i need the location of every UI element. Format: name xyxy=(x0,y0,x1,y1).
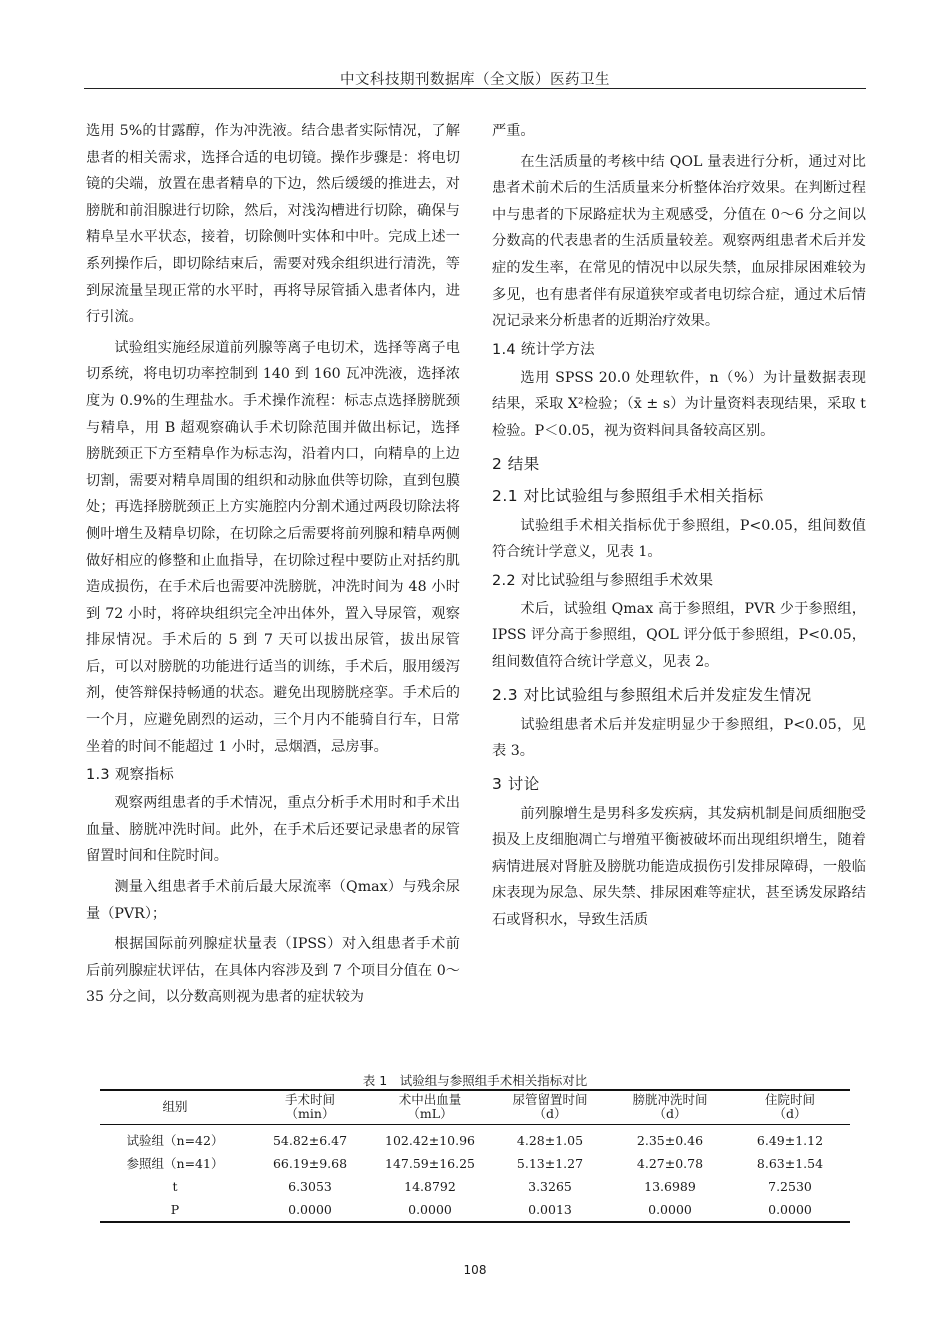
table-cell: P xyxy=(170,1202,180,1217)
table-cell: 102.42±10.96 xyxy=(385,1133,475,1148)
table-cell: 4.27±0.78 xyxy=(636,1156,704,1171)
body-paragraph: 试验组患者术后并发症明显少于参照组，P<0.05，见表 3。 xyxy=(492,716,866,760)
table-cell: 0.0000 xyxy=(408,1202,452,1217)
table-cell: 5.13±1.27 xyxy=(516,1156,584,1171)
table-cell: t xyxy=(172,1179,178,1194)
table-cell: 6.49±1.12 xyxy=(756,1133,824,1148)
journal-header: 中文科技期刊数据库（全文版）医药卫生 xyxy=(340,72,610,88)
column-header: 组别 xyxy=(100,1090,250,1125)
body-paragraph: 严重。 xyxy=(492,123,535,139)
table-row xyxy=(100,1125,850,1153)
section-heading-2-2: 2.2 对比试验组与参照组手术效果 xyxy=(492,572,714,589)
body-paragraph: 前列腺增生是男科多发疾病，其发病机制是间质细胞受损及上皮细胞凋亡与增殖平衡被破坏而出现组织增生，随着病情进展对肾脏及膀胱功能造成损伤引发排尿障碍，一般临床表现为尿急、尿失禁、排尿困难等症状，甚至诱发尿路结石或肾积水，导致生活质 xyxy=(492,805,866,929)
table-cell: 6.3053 xyxy=(288,1179,332,1194)
body-paragraph: 测量入组患者手术前后最大尿流率（Qmax）与残余尿量（PVR）； xyxy=(86,879,460,922)
column-header: 住院时间 （d） xyxy=(730,1090,850,1125)
table-cell: 0.0000 xyxy=(648,1202,692,1217)
table-1 xyxy=(100,1073,850,1223)
body-paragraph: 试验组手术相关指标优于参照组，P<0.05，组间数值符合统计学意义，见表 1。 xyxy=(492,517,866,561)
table-header-row xyxy=(100,1090,850,1125)
body-paragraph: 选用 SPSS 20.0 处理软件，n（%）为计量数据表现结果，采取 X²检验；（x̄ ± s）为计量资料表现结果，采取 t 检验。P＜0.05，视为资料间具备较高区别。 xyxy=(492,369,866,439)
table-cell: 13.6989 xyxy=(644,1179,696,1194)
section-heading-2-3: 2.3 对比试验组与参照组术后并发症发生情况 xyxy=(492,685,812,704)
section-heading-3: 3 讨论 xyxy=(492,774,540,793)
column-header: 尿管留置时间 （d） xyxy=(490,1090,610,1125)
body-paragraph: 观察两组患者的手术情况，重点分析手术用时和手术出血量、膀胱冲洗时间。此外，在手术后还要记录患者的尿管留置时间和住院时间。 xyxy=(86,795,460,865)
table-cell: 7.2530 xyxy=(768,1179,812,1194)
table-row xyxy=(100,1175,850,1198)
table-cell: 参照组（n=41） xyxy=(126,1156,224,1171)
body-paragraph: 术后，试验组 Qmax 高于参照组，PVR 少于参照组，IPSS 评分高于参照组，QOL 评分低于参照组，P<0.05，组间数值符合统计学意义，见表 2。 xyxy=(492,600,866,670)
surgery-indicators-table xyxy=(100,1089,850,1223)
body-paragraph: 在生活质量的考核中结 QOL 量表进行分析，通过对比患者术前术后的生活质量来分析整体治疗效果。在判断过程中与患者的下尿路症状为主观感受，分值在 0～6 分之间以分数高的代表患者的生活质量较差。观察两组患者术后并发症的发生率，在常见的情况中以尿失禁，血尿排尿困难较为多见，也有患者伴有尿道狭窄或者电切综合症，通过术后情况记录来分析患者的近期治疗效果。 xyxy=(492,153,866,330)
section-heading-2-1: 2.1 对比试验组与参照组手术相关指标 xyxy=(492,486,764,505)
table-cell: 4.28±1.05 xyxy=(516,1133,584,1148)
header-rule xyxy=(84,88,866,89)
table-cell: 试验组（n=42） xyxy=(126,1133,224,1148)
left-column xyxy=(86,118,460,1011)
table-cell: 54.82±6.47 xyxy=(272,1133,348,1148)
table-cell: 3.3265 xyxy=(528,1179,572,1194)
table-cell: 147.59±16.25 xyxy=(385,1156,475,1171)
table-caption: 表 1 试验组与参照组手术相关指标对比 xyxy=(362,1073,588,1088)
right-column xyxy=(492,118,866,934)
body-paragraph: 试验组实施经尿道前列腺等离子电切术，选择等离子电切系统，将电切功率控制到 140 到 160 瓦冲洗液，选择浓度为 0.9%的生理盐水。手术操作流程：标志点选择膀胱颈与精阜，用 B 超观察确认手术切除范围并做出标记，选择膀胱颈正下方至精阜作为标志沟，沿着内口，向精阜的上边切割，需要对精阜周围的组织和动脉血供等切除，直到包膜处；再选择膀胱颈正上方实施腔内分割术通过两段切除法将侧叶增生及精阜切除，在切除之后需要将前列腺和精阜两侧做好相应的修整和止血指导，在切除过程中要防止对括约肌造成损伤，在手术后也需要冲洗膀胱，冲洗时间为 48 小时到 72 小时，将碎块组织完全冲出体外，置入导尿管，观察排尿情况。手术后的 5 到 7 天可以拔出尿管，拔出尿管后，可以对膀胱的功能进行适当的训练，手术后，服用缓泻剂，使答辩保持畅通的状态。避免出现膀胱痉挛。手术后的一个月，应避免剧烈的运动，三个月内不能骑自行车，日常坐着的时间不能超过 1 小时，忌烟酒，忌房事。 xyxy=(86,339,460,755)
table-cell: 14.8792 xyxy=(404,1179,456,1194)
table-cell: 2.35±0.46 xyxy=(636,1133,704,1148)
table-row xyxy=(100,1152,850,1175)
body-paragraph: 根据国际前列腺症状量表（IPSS）对入组患者手术前后前列腺症状评估，在具体内容涉及到 7 个项目分值在 0～35 分之间，以分数高则视为患者的症状较为 xyxy=(86,936,460,1006)
section-heading-1-4: 1.4 统计学方法 xyxy=(492,341,595,358)
table-cell: 8.63±1.54 xyxy=(756,1156,824,1171)
table-cell: 0.0013 xyxy=(528,1202,572,1217)
column-header: 手术时间 （min） xyxy=(250,1090,370,1125)
section-heading-2: 2 结果 xyxy=(492,454,540,473)
table-cell: 0.0000 xyxy=(768,1202,812,1217)
column-header: 膀胱冲洗时间 （d） xyxy=(610,1090,730,1125)
page-number: 108 xyxy=(463,1263,487,1277)
section-heading-1-3: 1.3 观察指标 xyxy=(86,767,175,784)
table-cell: 66.19±9.68 xyxy=(272,1156,348,1171)
column-header: 术中出血量 （mL） xyxy=(370,1090,490,1125)
body-paragraph: 选用 5%的甘露醇，作为冲洗液。结合患者实际情况，了解患者的相关需求，选择合适的电切镜。操作步骤是：将电切镜的尖端，放置在患者精阜的下边，然后缓缓的推进去，对膀胱和前泪腺进行切除，然后，对浅沟槽进行切除，确保与精阜呈水平状态，接着，切除侧叶实体和中叶。完成上述一系列操作后，即切除结束后，需要对残余组织进行清洗，等到尿流量呈现正常的水平时，再将导尿管插入患者体内，进行引流。 xyxy=(86,123,460,326)
table-cell: 0.0000 xyxy=(288,1202,332,1217)
table-row xyxy=(100,1198,850,1222)
